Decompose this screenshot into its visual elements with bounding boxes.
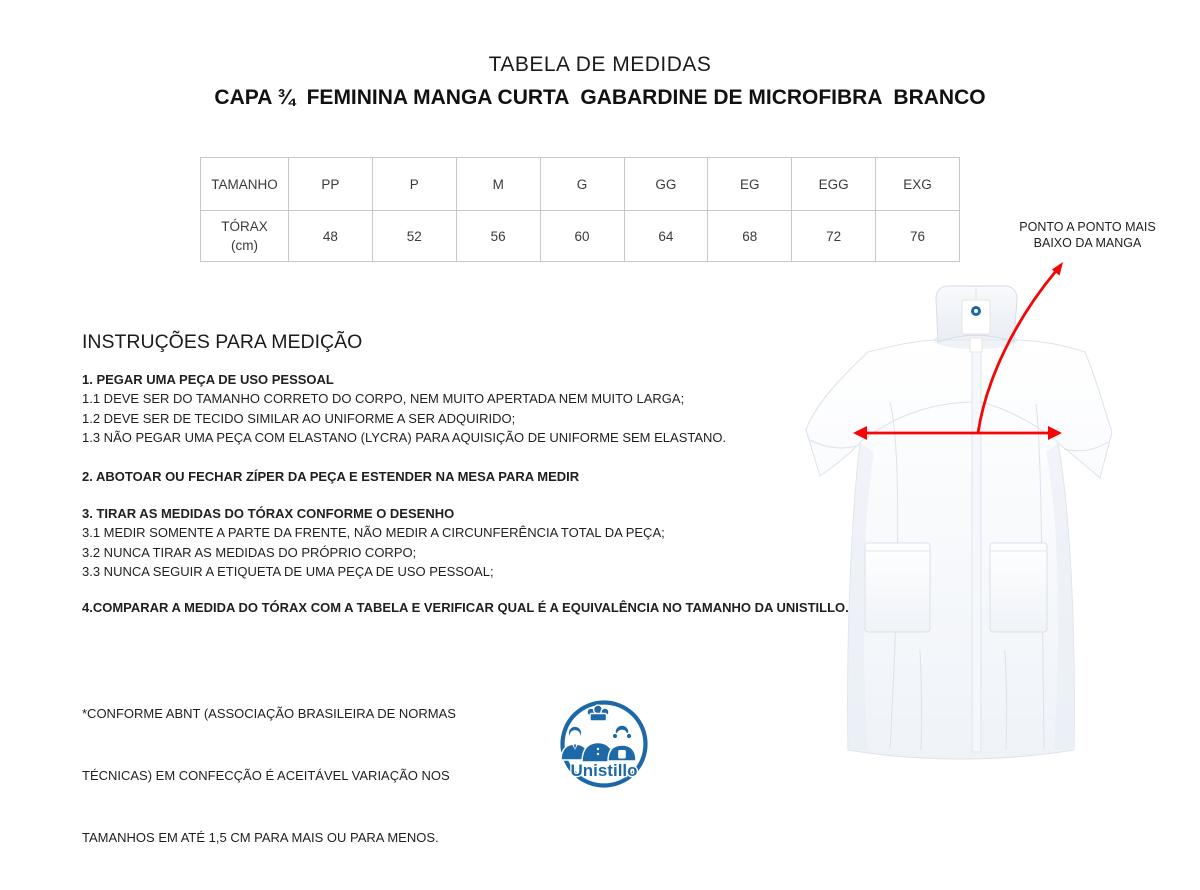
- sleeve-annotation: [1010, 219, 1165, 251]
- placket: [972, 345, 981, 752]
- pocket-left: [865, 543, 930, 632]
- footnote-line: TÉCNICAS) EM CONFECÇÃO É ACEITÁVEL VARIAÇÃO NOS: [82, 767, 450, 783]
- size-table-header-cell: EG: [708, 158, 792, 211]
- instruction-item: 3.2 NUNCA TIRAR AS MEDIDAS DO PRÓPRIO CORPO;: [82, 544, 417, 560]
- torax-label: TÓRAX: [221, 219, 268, 234]
- garment-photo: [790, 250, 1125, 810]
- man-face: [570, 730, 581, 741]
- torax-value-cell: 52: [372, 211, 456, 262]
- woman-face: [617, 730, 627, 740]
- size-table: [200, 157, 960, 262]
- instructions-section: [82, 331, 849, 617]
- instruction-item: 1.3 NÃO PEGAR UMA PEÇA COM ELASTANO (LYCRA) PARA AQUISIÇÃO DE UNIFORME SEM ELASTANO.: [82, 430, 727, 446]
- sleeve-annotation-line2: BAIXO DA MANGA: [1033, 236, 1142, 250]
- torax-value-cell: 68: [708, 211, 792, 262]
- instruction-item: 3.1 MEDIR SOMENTE A PARTE DA FRENTE, NÃO MEDIR A CIRCUNFERÊNCIA TOTAL DA PEÇA;: [82, 525, 665, 541]
- instruction-item: 4.COMPARAR A MEDIDA DO TÓRAX COM A TABELA E VERIFICAR QUAL É A EQUIVALÊNCIA NO TAMANHO DA UNISTILLO.: [82, 599, 849, 615]
- chef-button: [597, 748, 599, 750]
- instruction-item: 1.1 DEVE SER DO TAMANHO CORRETO DO CORPO, NEM MUITO APERTADA NEM MUITO LARGA;: [82, 391, 685, 407]
- size-table-header-cell: G: [540, 158, 624, 211]
- instruction-item: 3. TIRAR AS MEDIDAS DO TÓRAX CONFORME O DESENHO: [82, 506, 455, 522]
- torax-unit: (cm): [231, 238, 258, 253]
- instruction-item: 3.3 NUNCA SEGUIR A ETIQUETA DE UMA PEÇA DE USO PESSOAL;: [82, 564, 494, 580]
- torax-value-cell: 48: [289, 211, 373, 262]
- product-subtitle: CAPA ¾ FEMININA MANGA CURTA GABARDINE DE MICROFIBRA BRANCO: [214, 86, 986, 109]
- size-table-header-cell: EGG: [792, 158, 876, 211]
- torax-value-cell: 72: [792, 211, 876, 262]
- abnt-footnote: [82, 663, 456, 890]
- size-table-header-cell: P: [372, 158, 456, 211]
- page-title: TABELA DE MEDIDAS: [488, 53, 712, 76]
- woman-apron: [618, 750, 626, 759]
- instructions-heading: INSTRUÇÕES PARA MEDIÇÃO: [82, 331, 363, 353]
- size-table-header-cell: EXG: [876, 158, 960, 211]
- size-table-header-cell: GG: [624, 158, 708, 211]
- collar-label-crest-center: [974, 309, 978, 313]
- size-table-header-row: [201, 158, 960, 211]
- footnote-line: *CONFORME ABNT (ASSOCIAÇÃO BRASILEIRA DE NORMAS: [82, 706, 456, 722]
- garment-graphic: [790, 250, 1125, 810]
- chef-button: [597, 753, 599, 755]
- torax-value-cell: 56: [456, 211, 540, 262]
- collar-label: [962, 300, 990, 334]
- footnote-line: TAMANHOS EM ATÉ 1,5 CM PARA MAIS OU PARA MENOS.: [82, 829, 439, 845]
- torax-value-cell: 64: [624, 211, 708, 262]
- torax-label-cell: [201, 211, 289, 262]
- sleeve-annotation-line1: PONTO A PONTO MAIS: [1019, 220, 1156, 234]
- pocket-right: [990, 543, 1047, 632]
- unistillo-logo: [553, 697, 658, 789]
- size-table-header-cell: PP: [289, 158, 373, 211]
- collar-size-tag: [970, 338, 982, 352]
- chef-face: [592, 724, 604, 736]
- torax-value-cell: 60: [540, 211, 624, 262]
- torax-value-cell: 76: [876, 211, 960, 262]
- instruction-item: 1.2 DEVE SER DE TECIDO SIMILAR AO UNIFORME A SER ADQUIRIDO;: [82, 410, 516, 426]
- unistillo-logo-graphic: [553, 697, 658, 789]
- instruction-item: 2. ABOTOAR OU FECHAR ZÍPER DA PEÇA E ESTENDER NA MESA PARA MEDIR: [82, 468, 580, 484]
- logo-brand-text: Unistillo: [570, 761, 638, 780]
- size-table-header-cell: M: [456, 158, 540, 211]
- instruction-item: 1. PEGAR UMA PEÇA DE USO PESSOAL: [82, 372, 334, 387]
- size-table-header-cell: TAMANHO: [201, 158, 289, 211]
